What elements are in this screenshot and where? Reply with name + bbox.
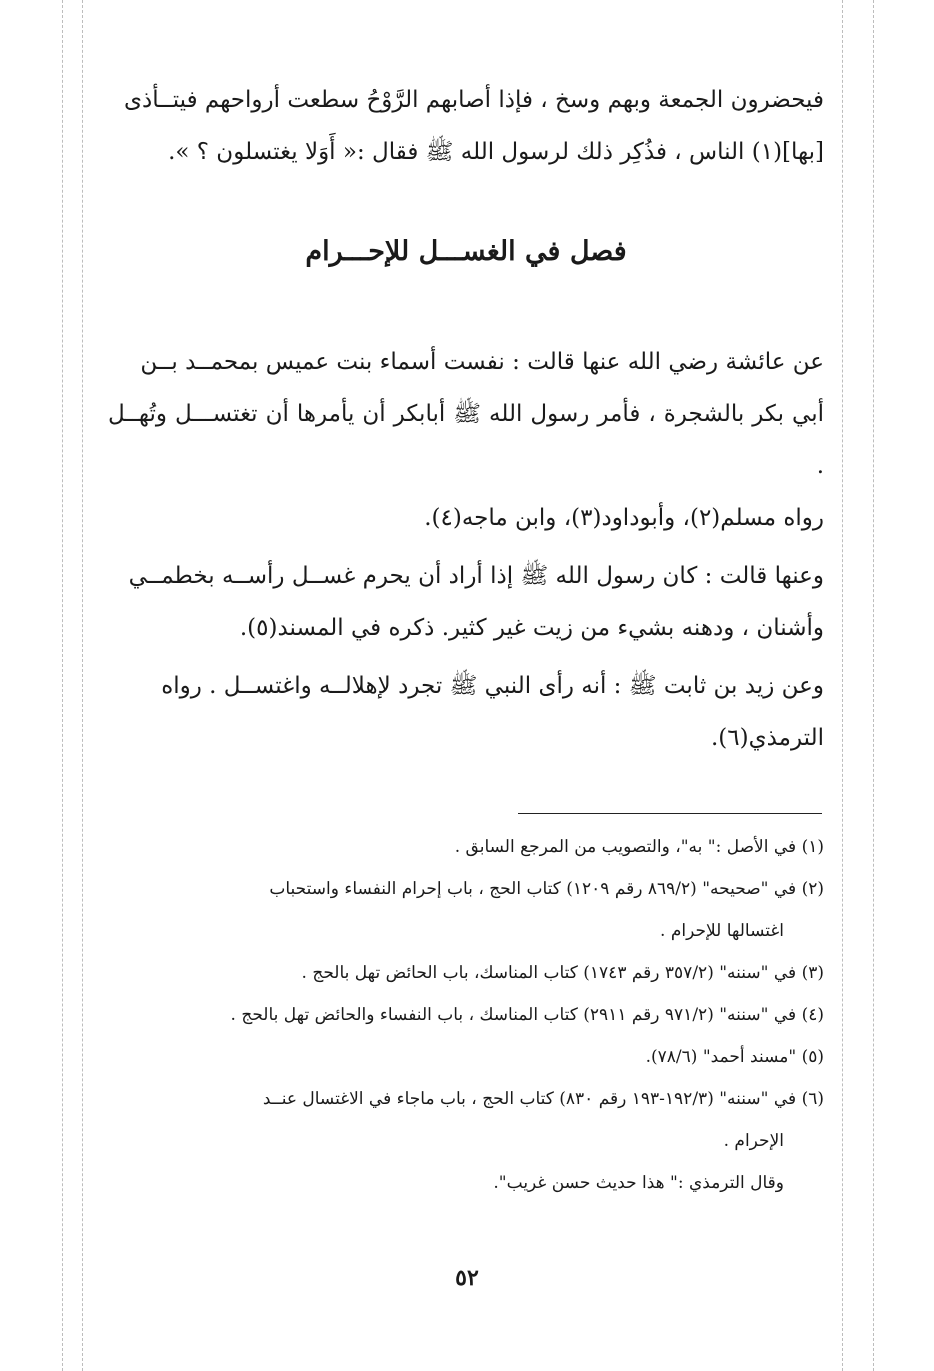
margin-guide-right-outer [873, 0, 874, 1371]
footnote-6-continuation: الإحرام . [723, 1131, 784, 1151]
paragraph-line: وعنها قالت : كان رسول الله ﷺ إذا أراد أن يحرم غســل رأســه بخطمــي [128, 563, 824, 589]
paragraph-line: وعن زيد بن ثابت ﷺ : أنه رأى النبي ﷺ تجرد لإهلالــه واغتســل . رواه [161, 673, 824, 699]
paragraph-line: رواه مسلم(٢)، وأبوداود(٣)، وابن ماجه(٤). [424, 505, 824, 531]
footnote-3: (٣) في "سننه" (٣٥٧/٢ رقم ١٧٤٣) كتاب المناسك، باب الحائض تهل بالحج . [301, 963, 824, 983]
margin-guide-left [82, 0, 83, 1371]
footnote-divider [518, 813, 822, 814]
footnote-5: (٥) "مسند أحمد" (٧٨/٦). [645, 1047, 824, 1067]
main-text [108, 74, 824, 770]
footnote-2: (٢) في "صحيحه" (٨٦٩/٢ رقم ١٢٠٩) كتاب الحج ، باب إحرام النفساء واستحباب [269, 879, 824, 899]
intro-line: [بها](١) الناس ، فذُكِر ذلك لرسول الله ﷺ فقال :« أَوَلا يغتسلون ؟ ». [168, 139, 824, 165]
footnote-1: (١) في الأصل :" به"، والتصويب من المرجع السابق . [454, 837, 824, 857]
section-heading: فصل في الغســـل للإحـــرام [305, 236, 627, 267]
intro-line: فيحضرون الجمعة وبهم وسخ ، فإذا أصابهم الرَّوْحُ سطعت أرواحهم فيتــأذى [123, 87, 824, 113]
intro-paragraph [108, 74, 824, 178]
paragraph-line: الترمذي(٦). [710, 725, 824, 751]
paragraph-line: عن عائشة رضي الله عنها قالت : نفست أسماء بنت عميس بمحمــد بــن [140, 349, 824, 375]
paragraph-line: وأشنان ، ودهنه بشيء من زيت غير كثير. ذكره في المسند(٥). [239, 615, 824, 641]
footnote-6-note: وقال الترمذي :" هذا حديث حسن غريب". [493, 1173, 784, 1193]
page-number: ٥٢ [455, 1265, 479, 1291]
hadith-paragraph [108, 336, 824, 544]
footnotes [108, 826, 824, 1204]
footnote-6: (٦) في "سننه" (١٩٢/٣-١٩٣ رقم ٨٣٠) كتاب الحج ، باب ماجاء في الاغتسال عنــد [262, 1089, 824, 1109]
footnote-2-continuation: اغتسالها للإحرام . [660, 921, 784, 941]
margin-guide-left-outer [62, 0, 63, 1371]
margin-guide-right [842, 0, 843, 1371]
hadith-paragraph [108, 660, 824, 764]
hadith-paragraph [108, 550, 824, 654]
paragraph-line: أبي بكر بالشجرة ، فأمر رسول الله ﷺ أبابكر أن يأمرها أن تغتســـل وتُهــل . [108, 401, 824, 479]
footnote-4: (٤) في "سننه" (٩٧١/٢ رقم ٢٩١١) كتاب المناسك ، باب النفساء والحائض تهل بالحج . [230, 1005, 824, 1025]
